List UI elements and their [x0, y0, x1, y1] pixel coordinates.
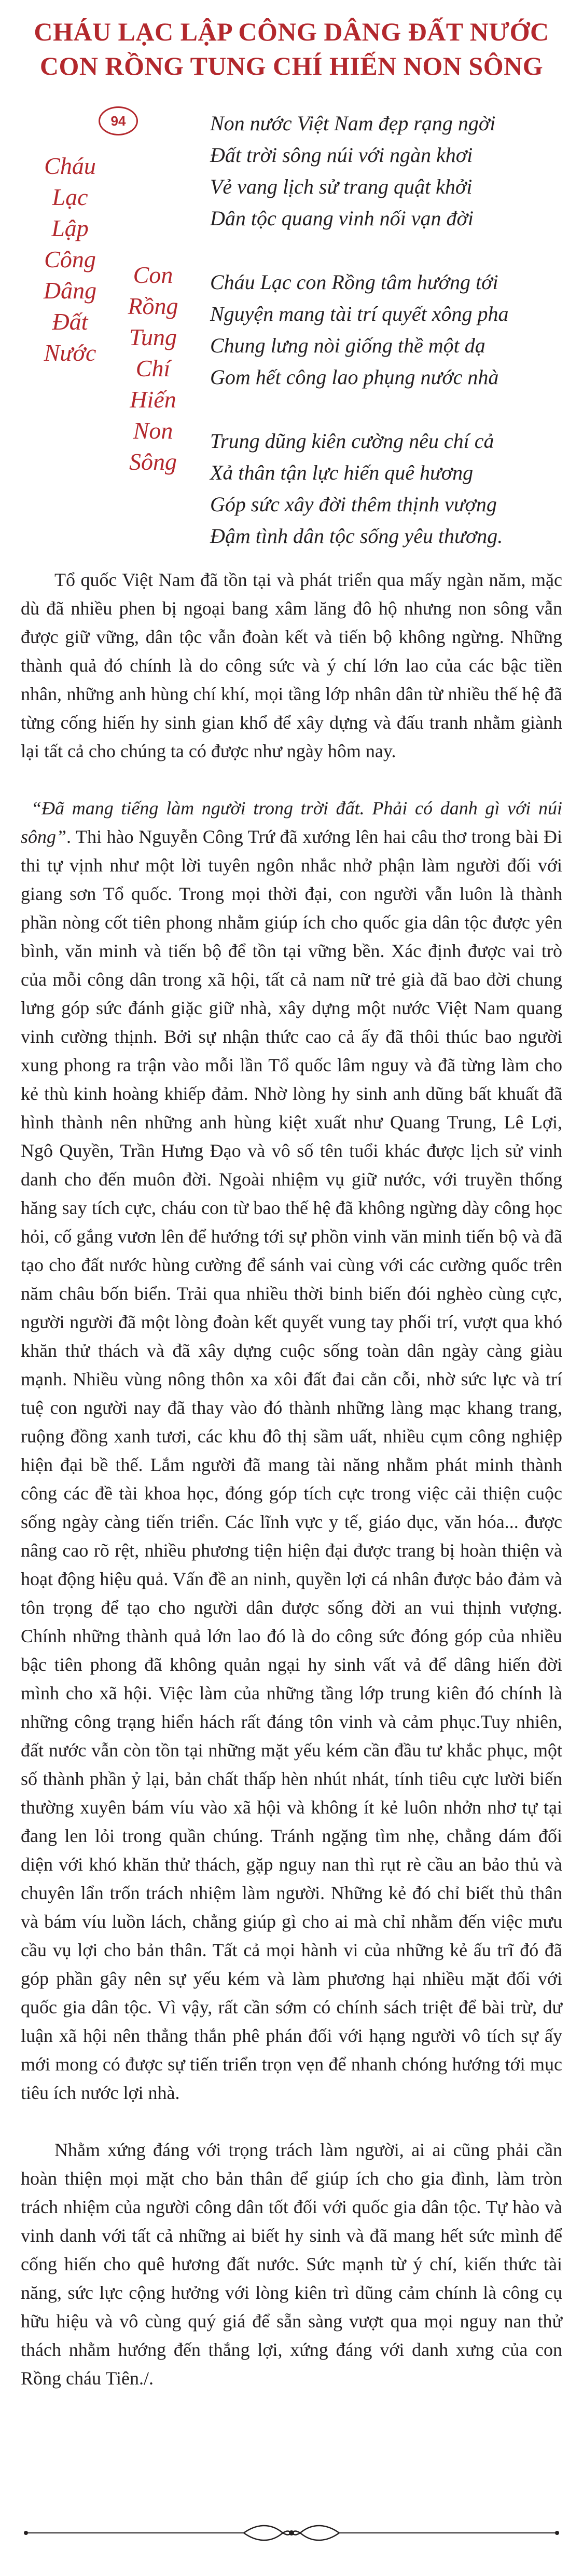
vertical-word: Hiến — [130, 386, 176, 413]
poem-line: Trung dũng kiên cường nêu chí cả — [210, 429, 494, 453]
page-number-badge: 94 — [99, 106, 138, 135]
poem-line: Góp sức xây đời thêm thịnh vượng — [210, 493, 497, 516]
ornament-divider — [21, 2523, 562, 2543]
vertical-title-left — [23, 151, 117, 369]
vertical-title-right — [104, 260, 202, 478]
paragraph-text: . Thi hào Nguyễn Công Trứ đã xướng lên hai câu thơ trong bài Đi thi tự vịnh như một lời tuyên ngôn nhắc nhở phận làm người đối với giang sơn Tổ quốc. Trong mọi thời đại, con người vẫn luôn là thành phần nòng cốt tiên phong nhằm giúp ích cho quốc gia dân tộc được yên bình, văn minh và tiến bộ để tồn tại vững bền. Xác định được vai trò của mỗi công dân trong xã hội, tất cả nam nữ trẻ già đã bao đời chung lưng góp sức đánh giặc giữ nhà, xây dựng một nước Việt Nam quang vinh cường thịnh. Bởi sự nhận thức cao cả ấy đã thôi thúc bao người xung phong ra trận vào mỗi lần Tổ quốc lâm nguy và đã từng làm cho kẻ thù kinh hoàng khiếp đảm. Nhờ lòng hy sinh anh dũng bất khuất đã hình thành nên những anh hùng kiệt xuất như Quang Trung, Lê Lợi, Ngô Quyền, Trần Hưng Đạo và vô số tên tuổi khác được lịch sử vinh danh cho đến muôn đời. Ngoài nhiệm vụ giữ nước, với truyền thống hăng say tích cực, cháu con từ bao thế hệ đã không ngừng dày công học hỏi, cố gắng vươn lên để hướng tới sự phồn vinh văn minh tiến bộ và đã tạo cho đất nước hùng cường để sánh vai cùng với các cường quốc trên năm châu bốn biển. Trải qua nhiều thời binh biến đói nghèo cùng cực, người người đã một lòng đoàn kết quyết vung tay phối trí, vượt qua khó khăn thử thách và đã xây dựng cuộc sống toàn dân ngày càng giàu mạnh. Nhiều vùng nông thôn xa xôi đất đai cằn cỗi, nhờ sức lực và trí tuệ con người nay đã thay vào đó thành những làng mạc khang trang, ruộng đồng xanh tươi, các khu đô thị sầm uất, nhiều cụm công nghiệp hiện đại bề thế. Lắm người đã mang tài năng nhằm phát minh thành công các đề tài khoa học, đóng góp tích cực trong việc cải thiện cuộc sống ngày càng tiến triển. Các lĩnh vực y tế, giáo dục, văn hóa... được nâng cao rõ rệt, nhiều phương tiện hiện đại được trang bị hoàn thiện và hoạt động hiệu quả. Vấn đề an ninh, quyền lợi cá nhân được bảo đảm và tôn trọng để tạo cho người dân được sống đời an vui thịnh vượng. Chính những thành quả lớn lao đó là do công sức đóng góp của nhiều bậc tiên phong đã không quản ngại hy sinh vất vả để dâng hiến đời mình cho xã hội. Việc làm của những tầng lớp trung kiên đó chính là những công trạng hiển hách rất đáng tôn vinh và cảm phục.Tuy nhiên, đất nước vẫn còn tồn tại những mặt yếu kém cần đầu tư khắc phục, một số thành phần ỷ lại, bản chất thấp hèn nhút nhát, tính tiêu cực lười biến thường xuyên bám víu vào xã hội và không ít kẻ luôn nhởn nhơ tự tại đang len lỏi trong quần chúng. Tránh ngặng tìm nhẹ, chẳng dám đối diện với khó khăn thử thách, gặp nguy nan thì rụt rè cầu an bảo thủ và chuyên lẩn trốn trách nhiệm làm người. Những kẻ đó chỉ biết thủ thân và bám víu luồn lách, chẳng giúp gì cho ai mà chỉ nhằm đến việc mưu cầu vụ lợi cho bản thân. Tất cả mọi hành vi của những kẻ ấu trĩ đó đã góp phần gây nên sự yếu kém và làm phương hại nhiều mặt đối với quốc gia dân tộc. Vì vậy, rất cần sớm có chính sách triệt để bài trừ, dư luận xã hội nên thẳng thắn phê phán đối với hạng người vô tích sự ấy mới mong có được sự tiến triển trọn vẹn để nhanh chóng hướng tới mục tiêu ích nước lợi nhà. — [21, 826, 562, 2103]
essay-paragraph-2 — [21, 794, 562, 2107]
poem-line: Nguyện mang tài trí quyết xông pha — [210, 302, 509, 325]
essay-body — [21, 566, 562, 2421]
vertical-word: Lập — [51, 215, 89, 241]
poem-line: Đậm tình dân tộc sống yêu thương. — [210, 524, 503, 548]
poem-stanza — [210, 266, 573, 393]
vertical-word: Non — [133, 417, 173, 444]
poem-line: Gom hết công lao phụng nước nhà — [210, 365, 499, 389]
page-title — [0, 15, 583, 83]
poem-line: Xả thân tận lực hiến quê hương — [210, 461, 474, 484]
title-line-1: CHÁU LẠC LẬP CÔNG DÂNG ĐẤT NƯỚC — [34, 17, 549, 46]
vertical-word: Tung — [129, 324, 177, 350]
vertical-word: Dâng — [43, 277, 97, 304]
poem-line: Chung lưng nòi giống thề một dạ — [210, 334, 485, 357]
vertical-word: Cháu — [44, 153, 96, 179]
poem-line: Cháu Lạc con Rồng tâm hướng tới — [210, 270, 498, 294]
vertical-word: Chí — [135, 355, 171, 381]
vertical-word: Sông — [129, 448, 177, 475]
vertical-word: Rồng — [128, 293, 178, 319]
poem — [210, 107, 573, 584]
poem-line: Non nước Việt Nam đẹp rạng ngời — [210, 112, 496, 135]
quoted-verse: “Đã mang tiếng làm người trong trời đất. Phải có danh gì với núi sông” — [21, 798, 562, 847]
poem-line: Đất trời sông núi với ngàn khơi — [210, 143, 473, 167]
vertical-word: Nước — [44, 339, 96, 366]
vertical-word: Đất — [52, 308, 88, 335]
poem-stanza — [210, 107, 573, 234]
vertical-word: Lạc — [52, 184, 88, 210]
essay-paragraph-3: Nhằm xứng đáng với trọng trách làm người, ai ai cũng phải cần hoàn thiện mọi mặt cho bản thân để giúp ích cho gia đình, làm tròn trách nhiệm của người công dân tốt đối với quốc gia dân tộc. Tự hào và vinh danh với tất cả những ai biết hy sinh và đã mang hết sức mình để cống hiến cho quê hương đất nước. Sức mạnh từ ý chí, kiến thức tài năng, sức lực cộng hưởng với lòng kiên trì dũng cảm chính là công cụ hữu hiệu và vô cùng quý giá để sẵn sàng vượt qua mọi nguy nan thử thách nhằm hướng đến thắng lợi, xứng đáng với danh xưng của con Rồng cháu Tiên./. — [21, 2139, 562, 2389]
title-line-2: CON RỒNG TUNG CHÍ HIẾN NON SÔNG — [39, 51, 544, 80]
vertical-word: Con — [133, 262, 173, 288]
vertical-word: Công — [44, 246, 96, 272]
poem-stanza — [210, 425, 573, 552]
essay-paragraph-1: Tổ quốc Việt Nam đã tồn tại và phát triển qua mấy ngàn năm, mặc dù đã nhiều phen bị ngoại bang xâm lăng đô hộ nhưng non sông vẫn được giữ vững, dân tộc vẫn đoàn kết và tiến bộ không ngừng. Những thành quả đó chính là do công sức và ý chí lớn lao của các bậc tiền nhân, những anh hùng chí khí, mọi tầng lớp nhân dân từ nhiều thế hệ đã từng cống hiến hy sinh gian khổ để xây dựng và đấu tranh nhằm giành lại tất cả cho chúng ta có được như ngày hôm nay. — [21, 569, 562, 761]
poem-line: Vẻ vang lịch sử trang quật khởi — [210, 175, 473, 198]
poem-line: Dân tộc quang vinh nối vạn đời — [210, 207, 474, 230]
